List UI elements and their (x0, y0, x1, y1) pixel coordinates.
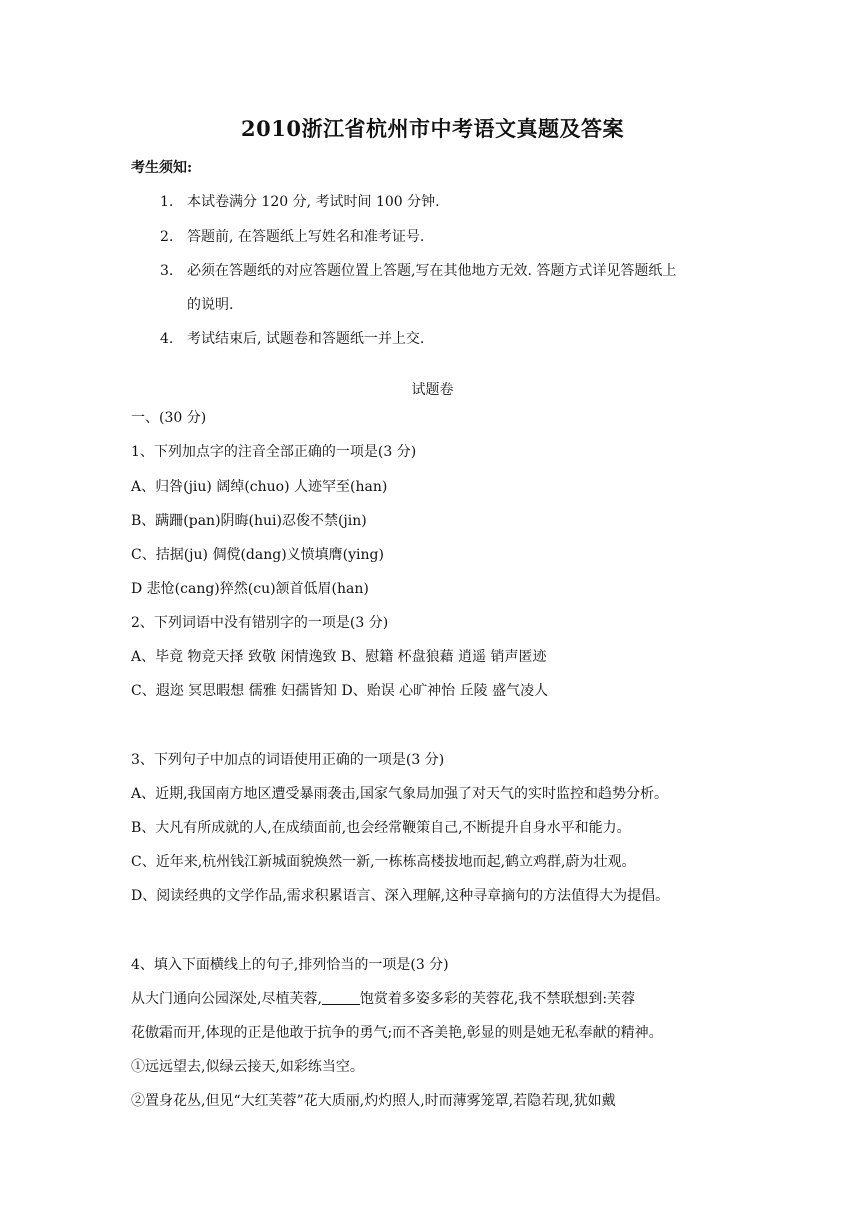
notice-text-continued: 的说明. (187, 297, 234, 313)
notice-item (160, 261, 676, 281)
question-4-option-2: ②置身花丛,但见“大红芙蓉”花大质丽,灼灼照人,时而薄雾笼罩,若隐若现,犹如戴 (131, 1093, 616, 1109)
section-heading: 一、(30 分) (131, 410, 207, 426)
question-1-option-d: D 悲怆(cang)猝然(cu)颔首低眉(han) (131, 581, 369, 597)
notice-number: 4. (160, 331, 174, 347)
paper-label: 试题卷 (411, 382, 454, 398)
document-title: 2010浙江省杭州市中考语文真题及答案 (241, 116, 624, 141)
notice-item (160, 192, 440, 212)
question-4-stem: 4、填入下面横线上的句子,排列恰当的一项是(3 分) (131, 957, 449, 973)
notice-text: 本试卷满分 120 分, 考试时间 100 分钟. (187, 194, 440, 210)
question-3-stem: 3、下列句子中加点的词语使用正确的一项是(3 分) (131, 752, 445, 768)
notice-heading: 考生须知: (131, 160, 193, 176)
question-3-option-c: C、近年来,杭州钱江新城面貌焕然一新,一栋栋高楼拔地而起,鹤立鸡群,蔚为壮观。 (131, 854, 636, 870)
question-3-option-b: B、大凡有所成就的人,在成绩面前,也会经常鞭策自己,不断提升自身水平和能力。 (131, 820, 631, 836)
question-4-passage-line-1 (131, 989, 635, 1009)
passage-text: 饱赏着多姿多彩的芙蓉花,我不禁联想到:芙蓉 (359, 991, 636, 1007)
question-1-option-c: C、拮据(ju) 倜傥(dang)义愤填膺(ying) (131, 547, 384, 563)
question-1-stem: 1、下列加点字的注音全部正确的一项是(3 分) (131, 444, 417, 460)
notice-number: 3. (160, 263, 174, 279)
answer-blank (322, 990, 360, 1005)
notice-number: 1. (160, 194, 174, 210)
question-1-option-a: A、归咎(jiu) 阔绰(chuo) 人迹罕至(han) (131, 479, 388, 495)
question-1-option-b: B、蹒跚(pan)阴晦(hui)忍俊不禁(jin) (131, 513, 367, 529)
notice-text: 必须在答题纸的对应答题位置上答题,写在其他地方无效. 答题方式详见答题纸上 (187, 263, 677, 279)
question-2-stem: 2、下列词语中没有错别字的一项是(3 分) (131, 615, 389, 631)
passage-text: 从大门通向公园深处,尽植芙蓉, (131, 991, 322, 1007)
notice-text: 考试结束后, 试题卷和答题纸一并上交. (187, 331, 425, 347)
notice-number: 2. (160, 229, 174, 245)
question-2-options-ab: A、毕竟 物竞天择 致敬 闲情逸致 B、慰籍 杯盘狼藉 逍遥 销声匿迹 (131, 649, 547, 665)
question-2-options-cd: C、遐迩 冥思暇想 儒雅 妇孺皆知 D、贻误 心旷神怡 丘陵 盛气凌人 (131, 683, 549, 699)
question-4-option-1: ①远远望去,似绿云接天,如彩练当空。 (131, 1059, 364, 1075)
notice-item (160, 329, 424, 349)
question-3-option-d: D、阅读经典的文学作品,需求积累语言、深入理解,这种寻章摘句的方法值得大为提倡。 (131, 888, 670, 904)
notice-text: 答题前, 在答题纸上写姓名和准考证号. (187, 229, 425, 245)
notice-item (160, 227, 424, 247)
question-3-option-a: A、近期,我国南方地区遭受暴雨袭击,国家气象局加强了对天气的实时监控和趋势分析。 (131, 786, 669, 802)
question-4-passage-line-2: 花傲霜而开,体现的正是他敢于抗争的勇气;而不吝美艳,彰显的则是她无私奉献的精神。 (131, 1025, 663, 1041)
